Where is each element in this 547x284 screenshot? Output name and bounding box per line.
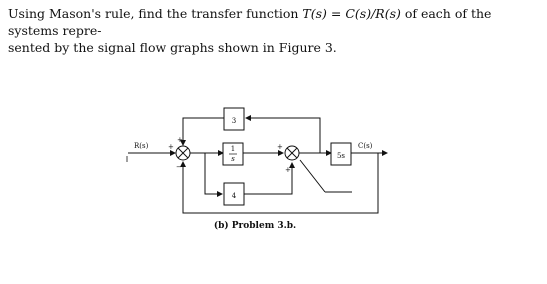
question-line-1-post: of each of the systems repre- [8, 6, 492, 38]
sum2-sign-bottom: + [285, 166, 291, 174]
sum1-sign-top: + [177, 136, 183, 144]
figure-caption: (b) Problem 3.b. [213, 221, 297, 231]
summing-junction-1 [176, 146, 190, 160]
block-top-label: 3 [231, 117, 237, 125]
block-integrator-denominator: s [231, 155, 235, 163]
summing-junction-2 [285, 146, 299, 160]
question-line-1-pre: Using Mason's rule, find the transfer function [8, 6, 303, 21]
sum1-sign-bottom: − [176, 163, 182, 171]
block-bottom-label: 4 [231, 192, 237, 200]
top-feedback-path-right [246, 118, 320, 153]
sum2-sign-left: + [277, 143, 283, 151]
block-integrator-numerator: 1 [230, 145, 236, 153]
sum1-sign-left: + [168, 143, 174, 151]
diagonal-path [300, 160, 325, 192]
bottom-forward-path-in [205, 153, 222, 194]
input-label: R(s) [134, 142, 149, 150]
block-right-label: 5s [336, 152, 346, 160]
transfer-function-expression: T(s) = C(s)/R(s) [302, 6, 401, 21]
output-label: C(s) [358, 142, 373, 150]
top-feedback-path-left [183, 118, 224, 145]
question-line-2: sented by the signal flow graphs shown in Figure 3. [8, 40, 337, 55]
